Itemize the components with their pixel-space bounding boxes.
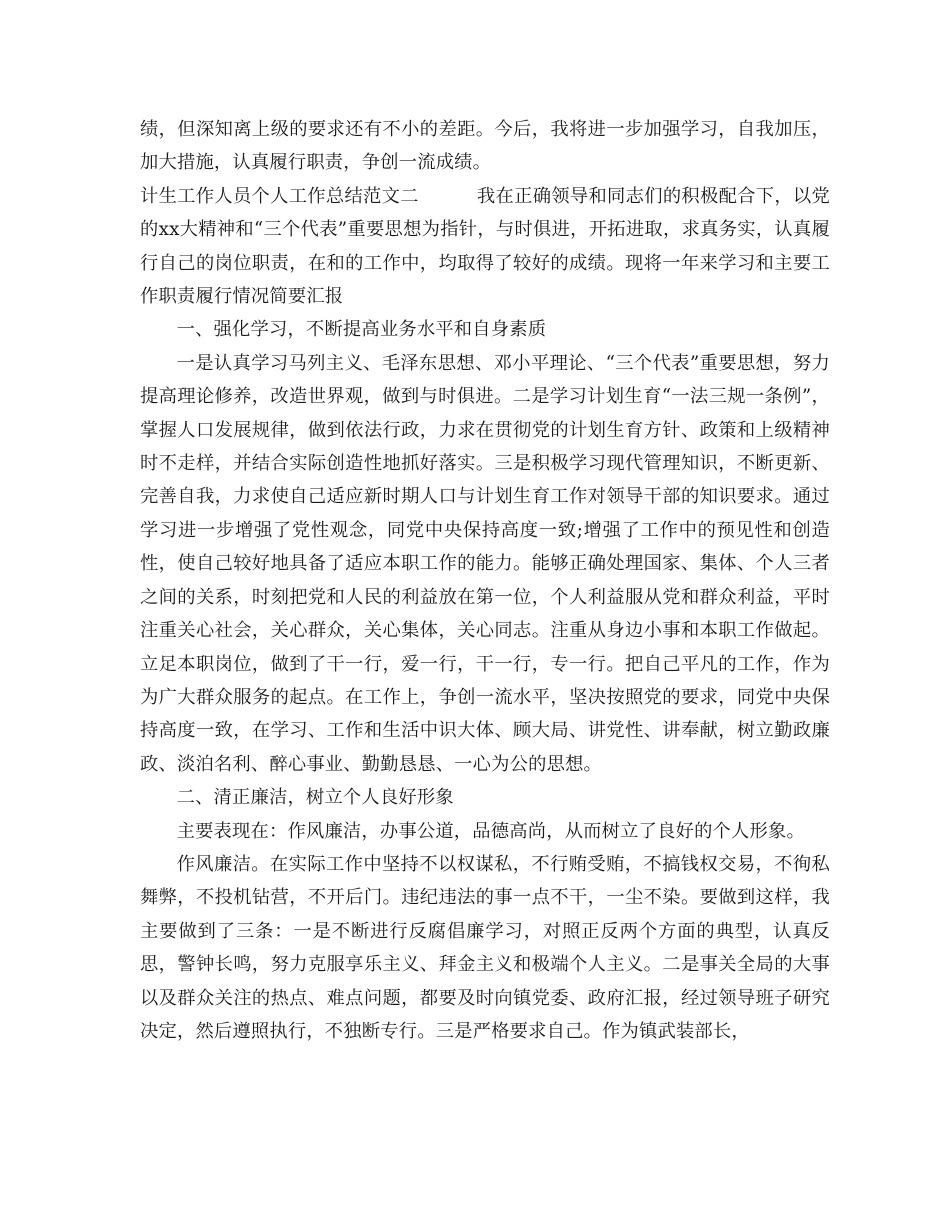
section-title: 计生工作人员个人工作总结范文二 [140,185,419,207]
document-body [140,113,830,1048]
heading-integrity: 二、清正廉洁，树立个人良好形象 [176,787,454,809]
paragraph-integrity-summary: 主要表现在：作风廉洁，办事公道，品德高尚，从而树立了良好的个人形象。 [176,820,805,842]
heading-strengthen-study: 一、强化学习，不断提高业务水平和自身素质 [176,319,547,341]
paragraph-study-details: 一是认真学习马列主义、毛泽东思想、邓小平理论、“三个代表”重要思想，努力提高理论修养，改造世界观，做到与时俱进。二是学习计划生育“一法三规一条例”，掌握人口发展规律，做到依法行政，力求在贯彻党的计划生育方针、政策和上级精神时不走样，并结合实际创造性地抓好落实。三是积极学习现代管理知识，不断更新、完善自我，力求使自己适应新时期人口与计划生育工作对领导干部的知识要求。通过学习进一步增强了党性观念，同党中央保持高度一致;增强了工作中的预见性和创造性，使自己较好地具备了适应本职工作的能力。能够正确处理国家、集体、个人三者之间的关系，时刻把党和人民的利益放在第一位，个人利益服从党和群众利益，平时注重关心社会，关心群众，关心集体，关心同志。注重从身边小事和本职工作做起。立足本职岗位，做到了干一行，爱一行，干一行，专一行。把自己平凡的工作，作为为广大群众服务的起点。在工作上，争创一流水平，坚决按照党的要求，同党中央保持高度一致，在学习、工作和生活中识大体、顾大局、讲党性、讲奉献，树立勤政廉政、淡泊名利、醉心事业、勤勤恳恳、一心为公的思想。 [140,352,830,775]
paragraph-closing-remarks: 绩，但深知离上级的要求还有不小的差距。今后，我将进一步加强学习，自我加压，加大措施，认真履行职责，争创一流成绩。 [140,119,830,174]
section-intro-text: 我在正确领导和同志们的积极配合下，以党的xx大精神和“三个代表”重要思想为指针，与时俱进，开拓进取，求真务实，认真履行自己的岗位职责，在和的工作中，均取得了较好的成绩。现将一年来学习和主要工作职责履行情况简要汇报 [140,185,830,308]
paragraph-section-two-intro [140,180,830,314]
paragraph-integrity-details: 作风廉洁。在实际工作中坚持不以权谋私，不行贿受贿，不搞钱权交易，不徇私舞弊，不投机钻营，不开后门。违纪违法的事一点不干，一尘不染。要做到这样，我主要做到了三条：一是不断进行反腐倡廉学习，对照正反两个方面的典型，认真反思，警钟长鸣，努力克服享乐主义、拜金主义和极端个人主义。二是事关全局的大事以及群众关注的热点、难点问题，都要及时向镇党委、政府汇报，经过领导班子研究决定，然后遵照执行，不独断专行。三是严格要求自己。作为镇武装部长， [140,853,830,1042]
